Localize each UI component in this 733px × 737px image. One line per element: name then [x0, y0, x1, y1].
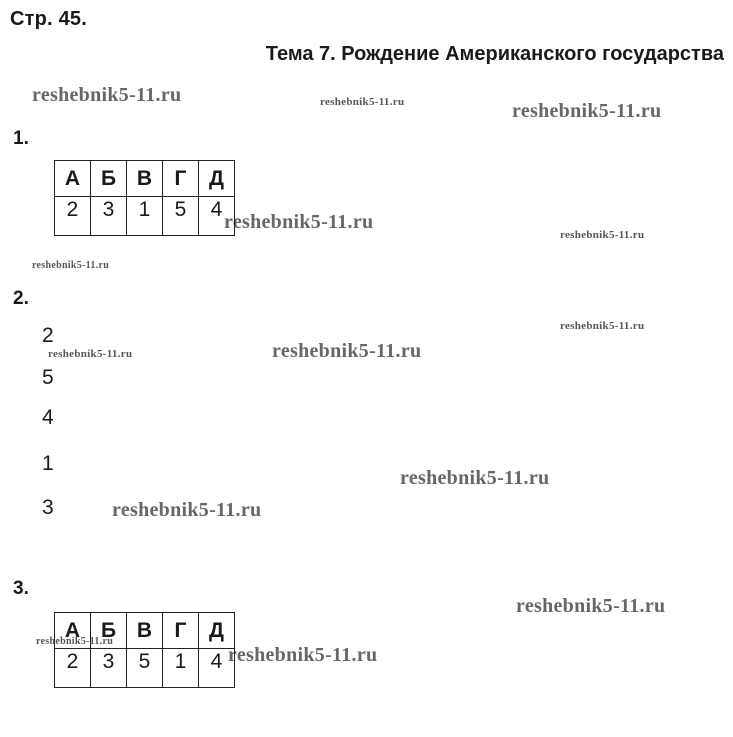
table-answer-cell: 4: [199, 649, 235, 688]
table-header-cell: Д: [199, 161, 235, 197]
watermark: reshebnik5-11.ru: [228, 644, 378, 666]
answer-table: [54, 160, 235, 236]
task-number: 2.: [13, 288, 29, 309]
sequence-item: 1: [42, 452, 54, 475]
table-header-cell: Г: [163, 613, 199, 649]
task-number: 1.: [13, 128, 29, 149]
sequence-item: 5: [42, 366, 54, 389]
watermark: reshebnik5-11.ru: [36, 636, 114, 647]
table-answer-cell: 3: [91, 197, 127, 236]
table-answer-cell: 5: [127, 649, 163, 688]
watermark: reshebnik5-11.ru: [224, 211, 374, 233]
watermark: reshebnik5-11.ru: [112, 499, 262, 521]
table-answer-cell: 4: [199, 197, 235, 236]
table-header-cell: Б: [91, 161, 127, 197]
watermark: reshebnik5-11.ru: [516, 595, 666, 617]
watermark: reshebnik5-11.ru: [272, 340, 422, 362]
table-header-cell: Б: [91, 613, 127, 649]
task-number: 3.: [13, 578, 29, 599]
sequence-item: 2: [42, 324, 54, 347]
table-header-cell: В: [127, 613, 163, 649]
sequence-item: 4: [42, 406, 54, 429]
watermark: reshebnik5-11.ru: [560, 320, 645, 332]
table-answer-cell: 1: [163, 649, 199, 688]
watermark: reshebnik5-11.ru: [320, 96, 405, 108]
sequence-item: 3: [42, 496, 54, 519]
table-header-cell: Г: [163, 161, 199, 197]
topic-title: Тема 7. Рождение Американского государства: [265, 43, 724, 65]
page-title: Стр. 45.: [10, 8, 87, 30]
table-header-cell: В: [127, 161, 163, 197]
table-header-cell: А: [55, 613, 91, 649]
table-header-cell: Д: [199, 613, 235, 649]
table-answer-cell: 2: [55, 197, 91, 236]
watermark: reshebnik5-11.ru: [560, 229, 645, 241]
table-answer-cell: 1: [127, 197, 163, 236]
table-answer-cell: 3: [91, 649, 127, 688]
table-answer-cell: 5: [163, 197, 199, 236]
answer-table: [54, 612, 235, 688]
table-header-cell: А: [55, 161, 91, 197]
table-answer-cell: 2: [55, 649, 91, 688]
watermark: reshebnik5-11.ru: [48, 348, 133, 360]
watermark: reshebnik5-11.ru: [512, 100, 662, 122]
watermark: reshebnik5-11.ru: [400, 467, 550, 489]
watermark: reshebnik5-11.ru: [32, 260, 110, 271]
watermark: reshebnik5-11.ru: [32, 84, 182, 106]
